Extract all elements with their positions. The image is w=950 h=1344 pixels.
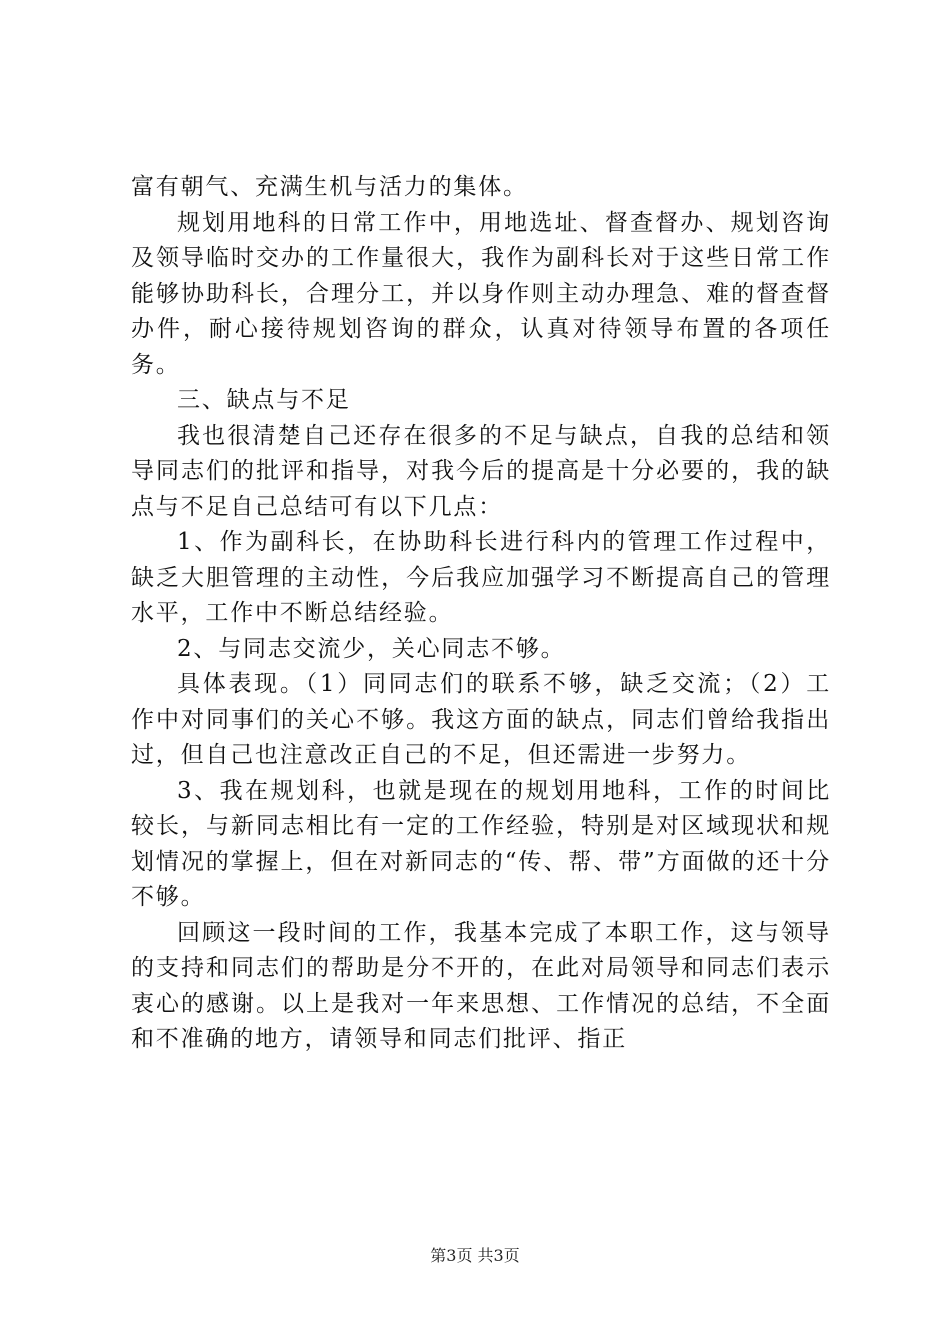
list-item-1: 1、作为副科长，在协助科长进行科内的管理工作过程中，缺乏大胆管理的主动性，今后我应加强学习不断提高自己的管理水平，工作中不断总结经验。 bbox=[131, 529, 831, 626]
document-body bbox=[131, 170, 831, 1058]
paragraph-2: 规划用地科的日常工作中，用地选址、督查督办、规划咨询及领导临时交办的工作量很大，我作为副科长对于这些日常工作能够协助科长，合理分工，并以身作则主动办理急、难的督查督办件，耐心接待规划咨询的群众，认真对待领导布置的各项任务。 bbox=[131, 209, 831, 378]
page-number-footer: 第3页 共3页 bbox=[430, 1246, 520, 1265]
list-item-2: 2、与同志交流少，关心同志不够。 bbox=[177, 635, 566, 662]
list-item-3: 3、我在规划科，也就是现在的规划用地科，工作的时间比较长，与新同志相比有一定的工作经验，特别是对区域现状和规划情况的掌握上，但在对新同志的“传、帮、带”方面做的还十分不够。 bbox=[131, 777, 831, 910]
paragraph-details: 具体表现。（1）同同志们的联系不够，缺乏交流；（2）工作中对同事们的关心不够。我这方面的缺点，同志们曾给我指出过，但自己也注意改正自己的不足，但还需进一步努力。 bbox=[131, 671, 831, 768]
paragraph-3: 我也很清楚自己还存在很多的不足与缺点，自我的总结和领导同志们的批评和指导，对我今后的提高是十分必要的，我的缺点与不足自己总结可有以下几点： bbox=[131, 422, 831, 520]
paragraph-1: 富有朝气、充满生机与活力的集体。 bbox=[131, 174, 528, 200]
paragraph-conclusion: 回顾这一段时间的工作，我基本完成了本职工作，这与领导的支持和同志们的帮助是分不开的，在此对局领导和同志们表示衷心的感谢。以上是我对一年来思想、工作情况的总结，不全面和不准确的地方，请领导和同志们批评、指正 bbox=[131, 919, 831, 1052]
section-heading-shortcomings: 三、缺点与不足 bbox=[177, 387, 351, 413]
